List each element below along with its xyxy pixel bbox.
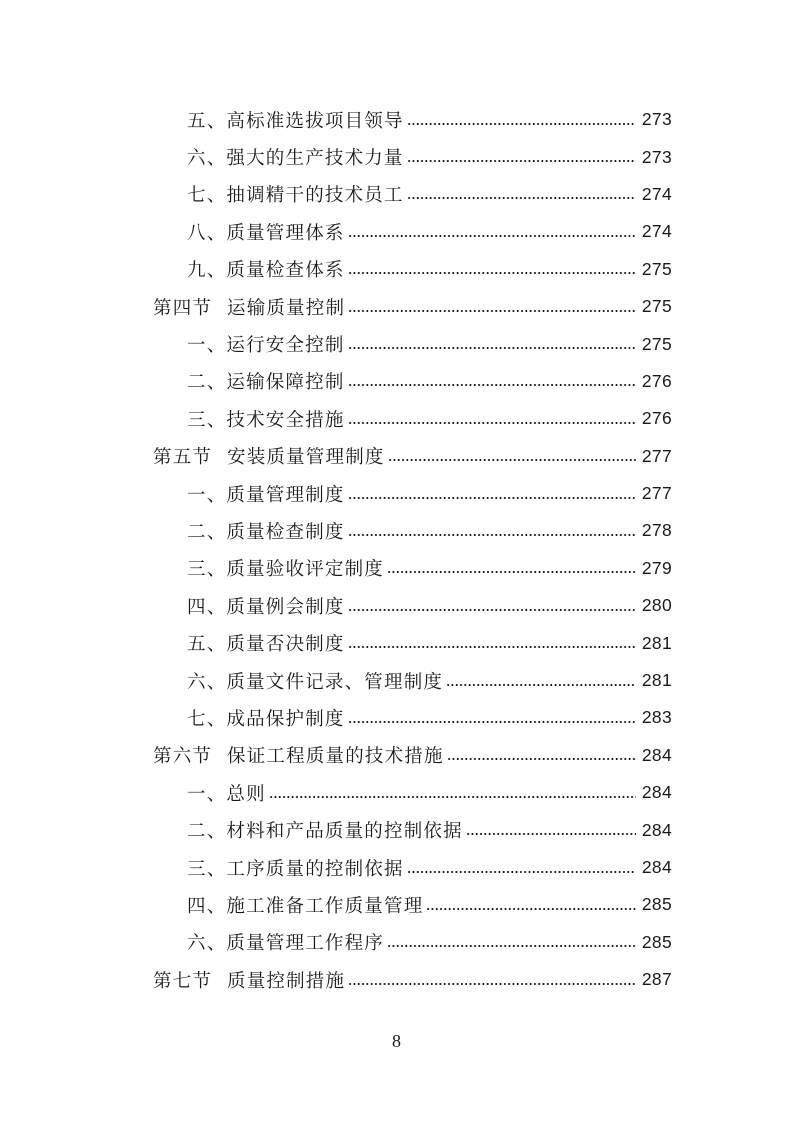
toc-entry-page: 275 [641,333,672,354]
toc-subsection-entry[interactable] [0,400,793,437]
toc-entry-title: 运行安全控制 [226,335,345,357]
toc-entry-number: 第五节 [153,447,213,469]
toc-subsection-entry[interactable] [0,101,793,138]
toc-subsection-entry[interactable] [0,662,793,699]
toc-entry-title: 技术安全措施 [226,409,345,431]
dot-leader [348,272,636,274]
toc-entry-title: 质量文件记录、管理制度 [226,671,444,693]
toc-entry-title: 工序质量的控制依据 [226,858,404,880]
toc-subsection-entry[interactable] [0,475,793,512]
toc-entry-title: 抽调精干的技术员工 [226,185,404,207]
toc-entry-number: 三、 [187,559,227,581]
toc-entry-number: 二、 [187,821,227,843]
page-number: 8 [392,1031,401,1051]
toc-entry-number: 一、 [187,783,227,805]
dot-leader [348,646,636,648]
toc-entry-title: 安装质量管理制度 [227,447,385,469]
toc-entry-page: 275 [641,296,672,317]
toc-entry-title: 运输质量控制 [227,297,346,319]
toc-entry-page: 283 [641,707,672,728]
toc-subsection-entry[interactable] [0,138,793,175]
toc-section-entry[interactable] [0,961,793,998]
toc-entry-page: 274 [641,183,672,204]
dot-leader [348,347,636,349]
toc-entry-number: 七、 [187,708,227,730]
dot-leader [407,123,636,125]
toc-entry-title: 质量管理制度 [226,484,345,506]
toc-entry-page: 285 [641,894,672,915]
dot-leader [407,871,636,873]
toc-subsection-entry[interactable] [0,624,793,661]
toc-entry-number: 一、 [187,484,227,506]
toc-entry-title: 材料和产品质量的控制依据 [226,821,463,843]
toc-subsection-entry[interactable] [0,886,793,923]
toc-entry-page: 278 [641,520,672,541]
toc-entry-page: 276 [641,408,672,429]
dot-leader [388,459,636,461]
toc-entry-number: 九、 [187,260,227,282]
toc-entry-title: 质量检查体系 [226,260,345,282]
dot-leader [466,833,636,835]
toc-section-entry[interactable] [0,737,793,774]
dot-leader [348,609,636,611]
toc-subsection-entry[interactable] [0,924,793,961]
toc-subsection-entry[interactable] [0,849,793,886]
toc-subsection-entry[interactable] [0,213,793,250]
toc-entry-number: 二、 [187,372,227,394]
toc-section-entry[interactable] [0,288,793,325]
toc-entry-page: 277 [641,483,672,504]
toc-subsection-entry[interactable] [0,251,793,288]
toc-entry-number: 五、 [187,634,227,656]
toc-entry-page: 279 [641,557,672,578]
dot-leader [348,384,636,386]
toc-entry-number: 三、 [187,409,227,431]
toc-entry-page: 273 [641,109,672,130]
toc-entry-page: 284 [641,819,672,840]
toc-entry-title: 保证工程质量的技术措施 [227,746,444,768]
toc-entry-page: 275 [641,258,672,279]
toc-entry-page: 281 [641,670,672,691]
toc-entry-page: 276 [641,370,672,391]
toc-entry-page: 273 [641,146,672,167]
toc-entry-page: 274 [641,221,672,242]
toc-entry-number: 四、 [187,596,227,618]
dot-leader [348,235,636,237]
toc-entry-number: 第六节 [153,746,213,768]
table-of-contents [0,101,793,998]
toc-entry-number: 二、 [187,521,227,543]
dot-leader [269,796,636,798]
toc-subsection-entry[interactable] [0,512,793,549]
toc-entry-title: 质量验收评定制度 [226,559,385,581]
toc-entry-title: 施工准备工作质量管理 [226,895,424,917]
dot-leader [348,534,636,536]
toc-entry-number: 第四节 [153,297,213,319]
toc-entry-page: 280 [641,595,672,616]
toc-entry-number: 八、 [187,222,227,244]
toc-section-entry[interactable] [0,438,793,475]
toc-entry-page: 281 [641,632,672,653]
toc-entry-title: 高标准选拔项目领导 [226,110,404,132]
toc-subsection-entry[interactable] [0,550,793,587]
toc-entry-title: 质量管理体系 [226,222,345,244]
toc-entry-number: 三、 [187,858,227,880]
toc-entry-title: 成品保护制度 [226,708,345,730]
toc-entry-number: 六、 [187,933,227,955]
toc-entry-number: 六、 [187,148,227,170]
toc-subsection-entry[interactable] [0,774,793,811]
toc-entry-page: 284 [641,857,672,877]
toc-entry-number: 五、 [187,110,227,132]
toc-entry-title: 质量否决制度 [226,634,345,656]
toc-entry-page: 284 [641,744,672,765]
dot-leader [407,197,636,199]
dot-leader [446,684,636,686]
toc-subsection-entry[interactable] [0,176,793,213]
dot-leader [387,571,636,573]
dot-leader [348,422,636,424]
toc-subsection-entry[interactable] [0,363,793,400]
toc-entry-title: 强大的生产技术力量 [226,148,404,170]
toc-entry-number: 第七节 [153,970,213,992]
toc-subsection-entry[interactable] [0,699,793,736]
toc-entry-title: 总则 [226,783,266,805]
toc-subsection-entry[interactable] [0,325,793,362]
toc-entry-page: 287 [641,969,672,990]
toc-entry-title: 质量管理工作程序 [226,933,385,955]
dot-leader [348,310,636,312]
toc-entry-page: 285 [641,931,672,952]
dot-leader [407,160,636,162]
toc-entry-title: 质量例会制度 [226,596,345,618]
dot-leader [348,983,636,985]
dot-leader [426,908,636,910]
toc-entry-page: 277 [641,445,672,466]
dot-leader [447,758,636,760]
dot-leader [348,721,636,723]
dot-leader [387,945,636,947]
toc-entry-number: 四、 [187,895,227,917]
toc-entry-number: 七、 [187,185,227,207]
toc-entry-title: 质量检查制度 [226,521,345,543]
toc-subsection-entry[interactable] [0,811,793,848]
toc-subsection-entry[interactable] [0,587,793,624]
toc-entry-title: 运输保障控制 [226,372,345,394]
toc-entry-number: 六、 [187,671,227,693]
dot-leader [348,497,636,499]
toc-entry-page: 284 [641,782,672,803]
toc-entry-number: 一、 [187,335,227,357]
toc-entry-title: 质量控制措施 [227,970,346,992]
